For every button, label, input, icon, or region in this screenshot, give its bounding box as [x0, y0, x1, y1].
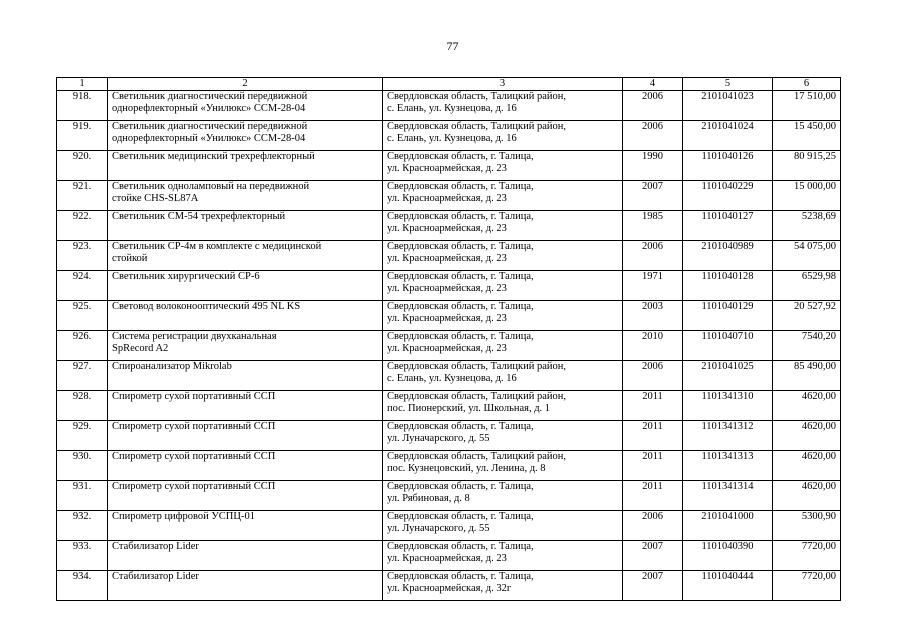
row-number: 931. [57, 481, 108, 511]
item-name [108, 181, 383, 211]
item-address-line: ул. Рябиновая, д. 8 [387, 492, 470, 504]
item-name-line: Спирометр сухой портативный ССП [112, 391, 276, 402]
item-year: 1990 [623, 151, 683, 181]
item-name [108, 571, 383, 601]
inventory-code: 1101040127 [683, 211, 773, 241]
item-address [383, 211, 623, 241]
item-address [383, 151, 623, 181]
table-row [57, 271, 841, 301]
item-amount: 4620,00 [773, 391, 841, 421]
item-address-line: ул. Красноармейская, д. 23 [387, 282, 507, 294]
item-address-line: ул. Красноармейская, д. 23 [387, 162, 507, 174]
inventory-code: 1101040126 [683, 151, 773, 181]
item-name-line: Стабилизатор Lider [112, 571, 199, 582]
column-header: 5 [683, 78, 773, 91]
item-amount: 4620,00 [773, 421, 841, 451]
item-amount: 6529,98 [773, 271, 841, 301]
item-amount: 15 000,00 [773, 181, 841, 211]
table-row [57, 571, 841, 601]
item-address-line: Свердловская область, г. Талица, [387, 571, 534, 582]
item-year: 2006 [623, 241, 683, 271]
item-name-line: Светильник одноламповый на передвижной [112, 181, 310, 192]
item-address [383, 271, 623, 301]
item-address-line: Свердловская область, г. Талица, [387, 181, 534, 192]
item-year: 2011 [623, 391, 683, 421]
item-address-line: ул. Красноармейская, д. 23 [387, 342, 507, 354]
item-address [383, 391, 623, 421]
inventory-code: 1101341310 [683, 391, 773, 421]
item-address-line: с. Елань, ул. Кузнецова, д. 16 [387, 132, 517, 144]
item-amount: 5238,69 [773, 211, 841, 241]
row-number: 932. [57, 511, 108, 541]
row-number: 924. [57, 271, 108, 301]
item-address [383, 541, 623, 571]
table-body [57, 91, 841, 601]
item-amount: 80 915,25 [773, 151, 841, 181]
item-year: 2007 [623, 181, 683, 211]
item-name-line: Спироанализатор Mikrolab [112, 361, 232, 372]
row-number: 919. [57, 121, 108, 151]
table-row [57, 121, 841, 151]
item-address-line: ул. Луначарского, д. 55 [387, 432, 490, 444]
item-address-line: Свердловская область, г. Талица, [387, 421, 534, 432]
table-row [57, 421, 841, 451]
item-address [383, 511, 623, 541]
table-row [57, 511, 841, 541]
table-header-row [57, 78, 841, 91]
item-name-line: Спирометр сухой портативный ССП [112, 481, 276, 492]
inventory-code: 1101040710 [683, 331, 773, 361]
item-address-line: Свердловская область, г. Талица, [387, 271, 534, 282]
item-address [383, 481, 623, 511]
item-year: 2006 [623, 511, 683, 541]
property-table [56, 77, 841, 601]
table-row [57, 391, 841, 421]
item-amount: 7720,00 [773, 571, 841, 601]
item-address [383, 331, 623, 361]
table-row [57, 151, 841, 181]
item-year: 1971 [623, 271, 683, 301]
item-address-line: ул. Красноармейская, д. 23 [387, 252, 507, 264]
item-address-line: с. Елань, ул. Кузнецова, д. 16 [387, 102, 517, 114]
column-header: 2 [108, 78, 383, 91]
item-year: 2003 [623, 301, 683, 331]
item-name [108, 511, 383, 541]
item-name [108, 391, 383, 421]
row-number: 928. [57, 391, 108, 421]
item-address-line: Свердловская область, г. Талица, [387, 241, 534, 252]
item-address-line: ул. Луначарского, д. 55 [387, 522, 490, 534]
row-number: 922. [57, 211, 108, 241]
item-amount: 5300,90 [773, 511, 841, 541]
item-year: 2010 [623, 331, 683, 361]
row-number: 934. [57, 571, 108, 601]
row-number: 918. [57, 91, 108, 121]
table-row [57, 481, 841, 511]
item-name-line: Спирометр сухой портативный ССП [112, 421, 276, 432]
item-address [383, 301, 623, 331]
item-name-line: Светильник диагностический передвижной [112, 121, 308, 132]
item-address-line: Свердловская область, г. Талица, [387, 511, 534, 522]
item-name-line: Спирометр сухой портативный ССП [112, 451, 276, 462]
row-number: 921. [57, 181, 108, 211]
item-address-line: Свердловская область, г. Талица, [387, 211, 534, 222]
row-number: 930. [57, 451, 108, 481]
row-number: 933. [57, 541, 108, 571]
item-address-line: Свердловская область, г. Талица, [387, 151, 534, 162]
inventory-code: 2101041025 [683, 361, 773, 391]
item-name-line: Система регистрации двухканальная [112, 331, 277, 342]
inventory-code: 1101341313 [683, 451, 773, 481]
item-amount: 15 450,00 [773, 121, 841, 151]
item-address [383, 451, 623, 481]
page-number: 77 [446, 39, 459, 53]
item-name-line: однорефлекторный «Унилюкс» CCM-28-04 [112, 132, 306, 144]
item-name [108, 331, 383, 361]
row-number: 929. [57, 421, 108, 451]
item-address-line: с. Елань, ул. Кузнецова, д. 16 [387, 372, 517, 384]
item-amount: 7720,00 [773, 541, 841, 571]
item-address-line: Свердловская область, Талицкий район, [387, 391, 567, 402]
item-address-line: Свердловская область, Талицкий район, [387, 361, 567, 372]
item-name-line: стойке CHS-SL87A [112, 192, 199, 204]
column-header: 1 [57, 78, 108, 91]
item-address-line: Свердловская область, г. Талица, [387, 481, 534, 492]
item-name [108, 421, 383, 451]
item-address-line: Свердловская область, г. Талица, [387, 331, 534, 342]
item-year: 2011 [623, 421, 683, 451]
item-amount: 4620,00 [773, 481, 841, 511]
column-header: 4 [623, 78, 683, 91]
item-name-line: Световод волоконооптический 495 NL KS [112, 301, 301, 312]
item-amount: 4620,00 [773, 451, 841, 481]
row-number: 923. [57, 241, 108, 271]
column-header: 6 [773, 78, 841, 91]
inventory-code: 1101341312 [683, 421, 773, 451]
table-row [57, 301, 841, 331]
inventory-code: 2101041000 [683, 511, 773, 541]
item-amount: 54 075,00 [773, 241, 841, 271]
item-address-line: Свердловская область, г. Талица, [387, 301, 534, 312]
item-address-line: Свердловская область, г. Талица, [387, 541, 534, 552]
item-address [383, 181, 623, 211]
table-row [57, 241, 841, 271]
inventory-code: 2101040989 [683, 241, 773, 271]
item-name [108, 481, 383, 511]
item-address [383, 421, 623, 451]
item-address-line: ул. Красноармейская, д. 23 [387, 222, 507, 234]
item-address-line: ул. Красноармейская, д. 23 [387, 552, 507, 564]
table-row [57, 361, 841, 391]
table-row [57, 181, 841, 211]
inventory-code: 1101040129 [683, 301, 773, 331]
item-name-line: Спирометр цифровой УСПЦ-01 [112, 511, 255, 522]
table-row [57, 91, 841, 121]
item-name-line: Светильник СМ-54 трехрефлекторный [112, 211, 286, 222]
item-name-line: Светильник СР-4м в комплекте с медицинской [112, 241, 322, 252]
inventory-code: 2101041023 [683, 91, 773, 121]
item-address-line: ул. Красноармейская, д. 23 [387, 192, 507, 204]
item-name [108, 211, 383, 241]
item-name [108, 121, 383, 151]
inventory-code: 1101040444 [683, 571, 773, 601]
item-amount: 17 510,00 [773, 91, 841, 121]
item-address-line: пос. Пионерский, ул. Школьная, д. 1 [387, 402, 551, 414]
column-header: 3 [383, 78, 623, 91]
item-name [108, 271, 383, 301]
item-name-line: стойкой [112, 252, 148, 264]
row-number: 926. [57, 331, 108, 361]
item-name [108, 151, 383, 181]
item-year: 2007 [623, 571, 683, 601]
item-year: 2006 [623, 91, 683, 121]
item-name [108, 451, 383, 481]
table-row [57, 541, 841, 571]
item-address-line: Свердловская область, Талицкий район, [387, 121, 567, 132]
item-address-line: ул. Красноармейская, д. 23 [387, 312, 507, 324]
item-name [108, 361, 383, 391]
item-address-line: пос. Кузнецовский, ул. Ленина, д. 8 [387, 462, 546, 474]
row-number: 927. [57, 361, 108, 391]
item-name [108, 301, 383, 331]
item-address [383, 241, 623, 271]
item-year: 2011 [623, 481, 683, 511]
item-year: 2006 [623, 361, 683, 391]
item-address [383, 361, 623, 391]
item-amount: 85 490,00 [773, 361, 841, 391]
item-name-line: Стабилизатор Lider [112, 541, 199, 552]
inventory-code: 1101040390 [683, 541, 773, 571]
item-year: 2011 [623, 451, 683, 481]
item-year: 1985 [623, 211, 683, 241]
item-address [383, 571, 623, 601]
item-name-line: Светильник хирургический СР-6 [112, 271, 260, 282]
item-address [383, 91, 623, 121]
table-row [57, 331, 841, 361]
inventory-code: 2101041024 [683, 121, 773, 151]
item-name [108, 541, 383, 571]
inventory-code: 1101341314 [683, 481, 773, 511]
item-address [383, 121, 623, 151]
item-address-line: Свердловская область, Талицкий район, [387, 451, 567, 462]
item-name-line: Светильник медицинский трехрефлекторный [112, 151, 315, 162]
item-name-line: Светильник диагностический передвижной [112, 91, 308, 102]
item-year: 2007 [623, 541, 683, 571]
item-amount: 20 527,92 [773, 301, 841, 331]
item-year: 2006 [623, 121, 683, 151]
item-address-line: ул. Красноармейская, д. 32г [387, 582, 512, 594]
item-name [108, 241, 383, 271]
item-name [108, 91, 383, 121]
table-row [57, 211, 841, 241]
inventory-code: 1101040229 [683, 181, 773, 211]
item-address-line: Свердловская область, Талицкий район, [387, 91, 567, 102]
item-name-line: SpRecord A2 [112, 342, 169, 354]
item-amount: 7540,20 [773, 331, 841, 361]
row-number: 925. [57, 301, 108, 331]
item-name-line: однорефлекторный «Унилюкс» CCM-28-04 [112, 102, 306, 114]
row-number: 920. [57, 151, 108, 181]
table-row [57, 451, 841, 481]
inventory-code: 1101040128 [683, 271, 773, 301]
